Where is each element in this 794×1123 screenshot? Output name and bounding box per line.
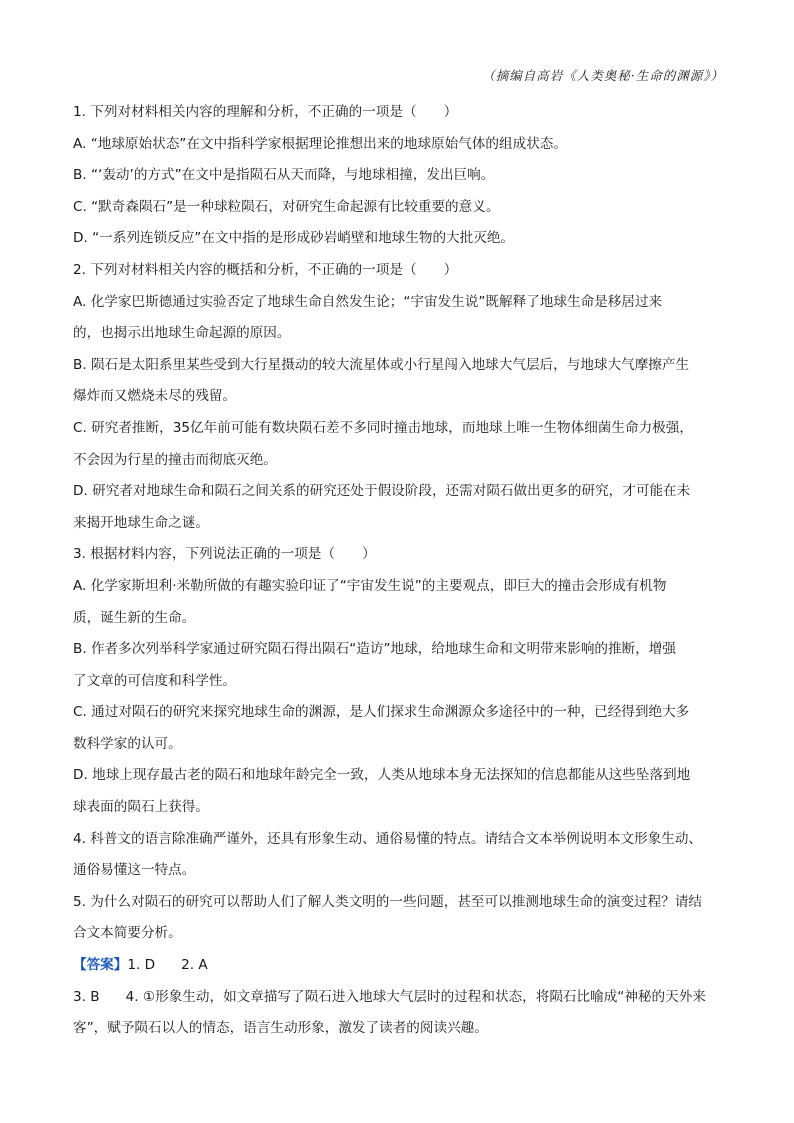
q2-option-c-line1: C. 研究者推断，35亿年前可能有数块陨石差不多同时撞击地球，而地球上唯一生物体细菌生命力极强， xyxy=(73,419,693,436)
q3-option-a-line1: A. 化学家斯坦利·米勒所做的有趣实验印证了“宇宙发生说”的主要观点，即巨大的撞击会形成有机物 xyxy=(73,577,667,594)
q1-option-b: B. “‘轰动’的方式”在文中是指陨石从天而降，与地球相撞，发出巨响。 xyxy=(73,167,495,184)
answer-line-2 xyxy=(73,982,723,1014)
q3-option-d-line1: D. 地球上现存最古老的陨石和地球年龄完全一致，人类从地球本身无法探知的信息都能从这些坠落到地 xyxy=(73,767,691,784)
q1-option-a: A. “地球原始状态”在文中指科学家根据理论推想出来的地球原始气体的组成状态。 xyxy=(73,135,567,152)
q4-line2: 通俗易懂这一特点。 xyxy=(73,862,196,879)
q5-line1: 5. 为什么对陨石的研究可以帮助人们了解人类文明的一些问题，甚至可以推测地球生命的演变过程？请结 xyxy=(73,893,703,910)
answer-3: 3. B xyxy=(73,988,100,1005)
question-content xyxy=(73,97,723,1045)
q2-option-a-line2: 的，也揭示出地球生命起源的原因。 xyxy=(73,325,291,342)
answer-1: 1. D xyxy=(127,957,156,974)
q3-option-a-line2: 质，诞生新的生命。 xyxy=(73,609,196,626)
answer-4-line1: 4. ①形象生动，如文章描写了陨石进入地球大气层时的过程和状态，将陨石比喻成“神秘的天外来 xyxy=(125,988,706,1005)
q3-stem: 3. 根据材料内容，下列说法正确的一项是（ ） xyxy=(73,546,376,563)
q2-stem: 2. 下列对材料相关内容的概括和分析，不正确的一项是（ ） xyxy=(73,261,458,278)
q3-option-b-line1: B. 作者多次列举科学家通过研究陨石得出陨石“造访”地球，给地球生命和文明带来影响的推断，增强 xyxy=(73,641,676,658)
answer-line-1 xyxy=(73,950,723,982)
source-note: （摘编自高岩《人类奥秘·生命的渊源》） xyxy=(482,68,724,83)
q2-option-b-line2: 爆炸而又燃烧未尽的残留。 xyxy=(73,388,237,405)
q3-option-c-line1: C. 通过对陨石的研究来探究地球生命的渊源，是人们探求生命渊源众多途径中的一种，已经得到绝大多 xyxy=(73,704,690,721)
q3-option-c-line2: 数科学家的认可。 xyxy=(73,735,182,752)
answer-tag: 【答案】 xyxy=(73,957,128,974)
q5-line2: 合文本简要分析。 xyxy=(73,925,182,942)
q3-option-b-line2: 了文章的可信度和科学性。 xyxy=(73,672,237,689)
q1-option-c: C. “默奇森陨石”是一种球粒陨石，对研究生命起源有比较重要的意义。 xyxy=(73,198,500,215)
q3-option-d-line2: 球表面的陨石上获得。 xyxy=(73,799,209,816)
q2-option-d-line1: D. 研究者对地球生命和陨石之间关系的研究还处于假设阶段，还需对陨石做出更多的研究，才可能在未 xyxy=(73,483,691,500)
answer-2: 2. A xyxy=(181,957,208,974)
q2-option-b-line1: B. 陨石是太阳系里某些受到大行星摄动的较大流星体或小行星闯入地球大气层后，与地球大气摩擦产生 xyxy=(73,356,690,373)
q2-option-a-line1: A. 化学家巴斯德通过实验否定了地球生命自然发生论；“宇宙发生说”既解释了地球生命是移居过来 xyxy=(73,293,663,310)
q2-option-d-line2: 来揭开地球生命之谜。 xyxy=(73,514,209,531)
q2-option-c-line2: 不会因为行星的撞击而彻底灭绝。 xyxy=(73,451,277,468)
q1-option-d: D. “一系列连锁反应”在文中指的是形成砂岩峭壁和地球生物的大批灭绝。 xyxy=(73,230,515,247)
q1-stem: 1. 下列对材料相关内容的理解和分析，不正确的一项是（ ） xyxy=(73,104,458,120)
answer-4-line2: 客”，赋予陨石以人的情态，语言生动形象，激发了读者的阅读兴趣。 xyxy=(73,1020,488,1037)
q4-line1: 4. 科普文的语言除准确严谨外，还具有形象生动、通俗易懂的特点。请结合文本举例说明本文形象生动、 xyxy=(73,830,703,847)
